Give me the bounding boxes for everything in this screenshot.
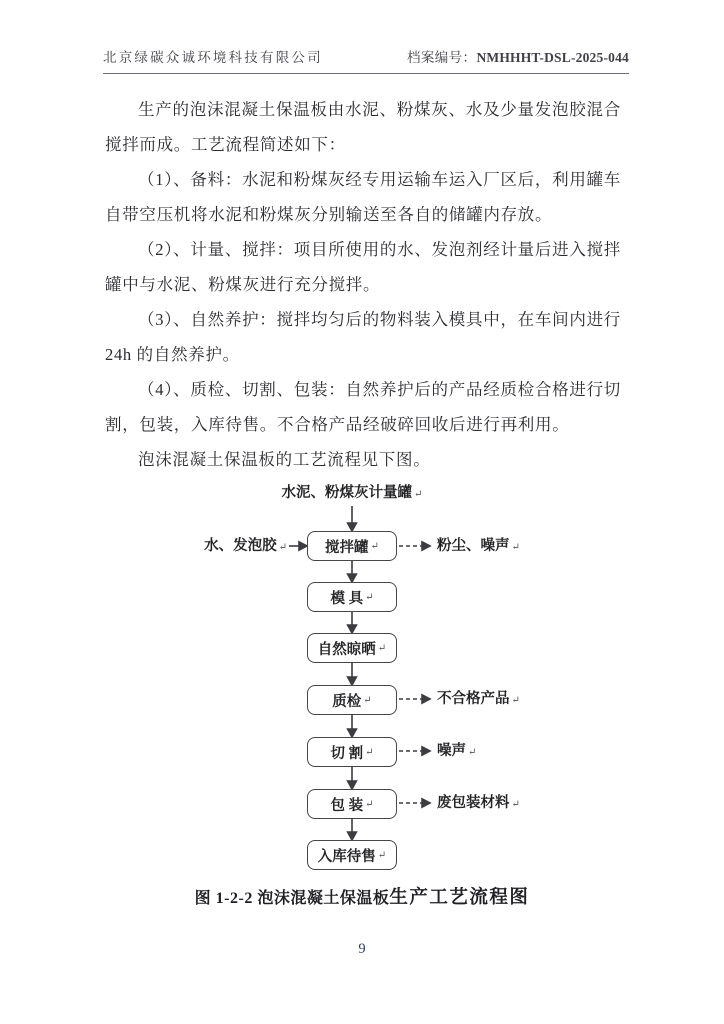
return-mark-icon: ↵ [370, 540, 379, 552]
archive-number [407, 46, 629, 66]
return-mark-icon: ↵ [414, 489, 423, 500]
return-mark-icon: ↵ [468, 747, 477, 758]
output-label-dust-noise: 粉尘、噪声 ↵ [437, 538, 520, 554]
return-mark-icon: ↵ [363, 694, 372, 706]
flow-input-label: 水、发泡胶 ↵ [204, 538, 287, 554]
archive-number-label: 档案编号： [406, 50, 477, 65]
return-mark-icon: ↵ [511, 799, 520, 810]
flow-box-natural-drying: 自然晾晒 ↵ [307, 633, 397, 663]
return-mark-icon: ↵ [377, 849, 387, 861]
company-name: 北京绿碳众诚环境科技有限公司 [103, 50, 323, 65]
return-mark-icon: ↵ [365, 746, 374, 758]
flow-box-mixing-tank: 搅拌罐 ↵ [307, 531, 397, 561]
process-flowchart [0, 480, 724, 880]
output-label-noise: 噪声 ↵ [437, 743, 477, 759]
paragraph-step-1: （1）、备料：水泥和粉煤灰经专用运输车运入厂区后，利用罐车自带空压机将水泥和粉煤灰分别输送至各自的储罐内存放。 [105, 170, 621, 224]
page-header [103, 46, 629, 74]
paragraph-figure-intro: 泡沫混凝土保温板的工艺流程见下图。 [138, 450, 431, 469]
flow-box-cutting: 切 割 ↵ [307, 737, 397, 767]
flow-source-label: 水泥、粉煤灰计量罐 ↵ [281, 485, 423, 501]
archive-number-value: NMHHHT-DSL-2025-044 [476, 50, 629, 65]
paragraph-step-4: （4）、质检、切割、包装：自然养护后的产品经质检合格进行切割，包装，入库待售。不合格产品经破碎回收后进行再利用。 [105, 380, 621, 434]
figure-caption-label: 图 1-2-2 泡沫混凝土保温板 [194, 890, 390, 907]
body-text [105, 92, 621, 477]
paragraph-step-2: （2）、计量、搅拌：项目所使用的水、发泡剂经计量后进入搅拌罐中与水泥、粉煤灰进行充分搅拌。 [105, 240, 621, 294]
paragraph-step-3: （3）、自然养护：搅拌均匀后的物料装入模具中，在车间内进行 24h 的自然养护。 [105, 310, 621, 364]
return-mark-icon: ↵ [377, 642, 387, 654]
return-mark-icon: ↵ [511, 542, 520, 553]
return-mark-icon: ↵ [511, 695, 520, 706]
page-number: 9 [358, 941, 366, 957]
flow-box-warehouse-sale: 入库待售 ↵ [307, 840, 397, 870]
figure-caption-title: 生产工艺流程图 [389, 888, 530, 908]
paragraph-intro: 生产的泡沫混凝土保温板由水泥、粉煤灰、水及少量发泡胶混合搅拌而成。工艺流程简述如下： [105, 100, 621, 154]
flow-box-mold: 模 具 ↵ [307, 582, 397, 612]
output-label-rejected-products: 不合格产品 ↵ [437, 691, 520, 707]
flow-box-quality-check: 质检 ↵ [307, 685, 397, 715]
output-label-waste-packaging: 废包装材料 ↵ [437, 795, 520, 811]
figure-caption [0, 883, 724, 909]
return-mark-icon: ↵ [365, 591, 374, 603]
flow-box-packaging: 包 装 ↵ [307, 789, 397, 819]
return-mark-icon: ↵ [365, 798, 374, 810]
return-mark-icon: ↵ [278, 542, 287, 553]
